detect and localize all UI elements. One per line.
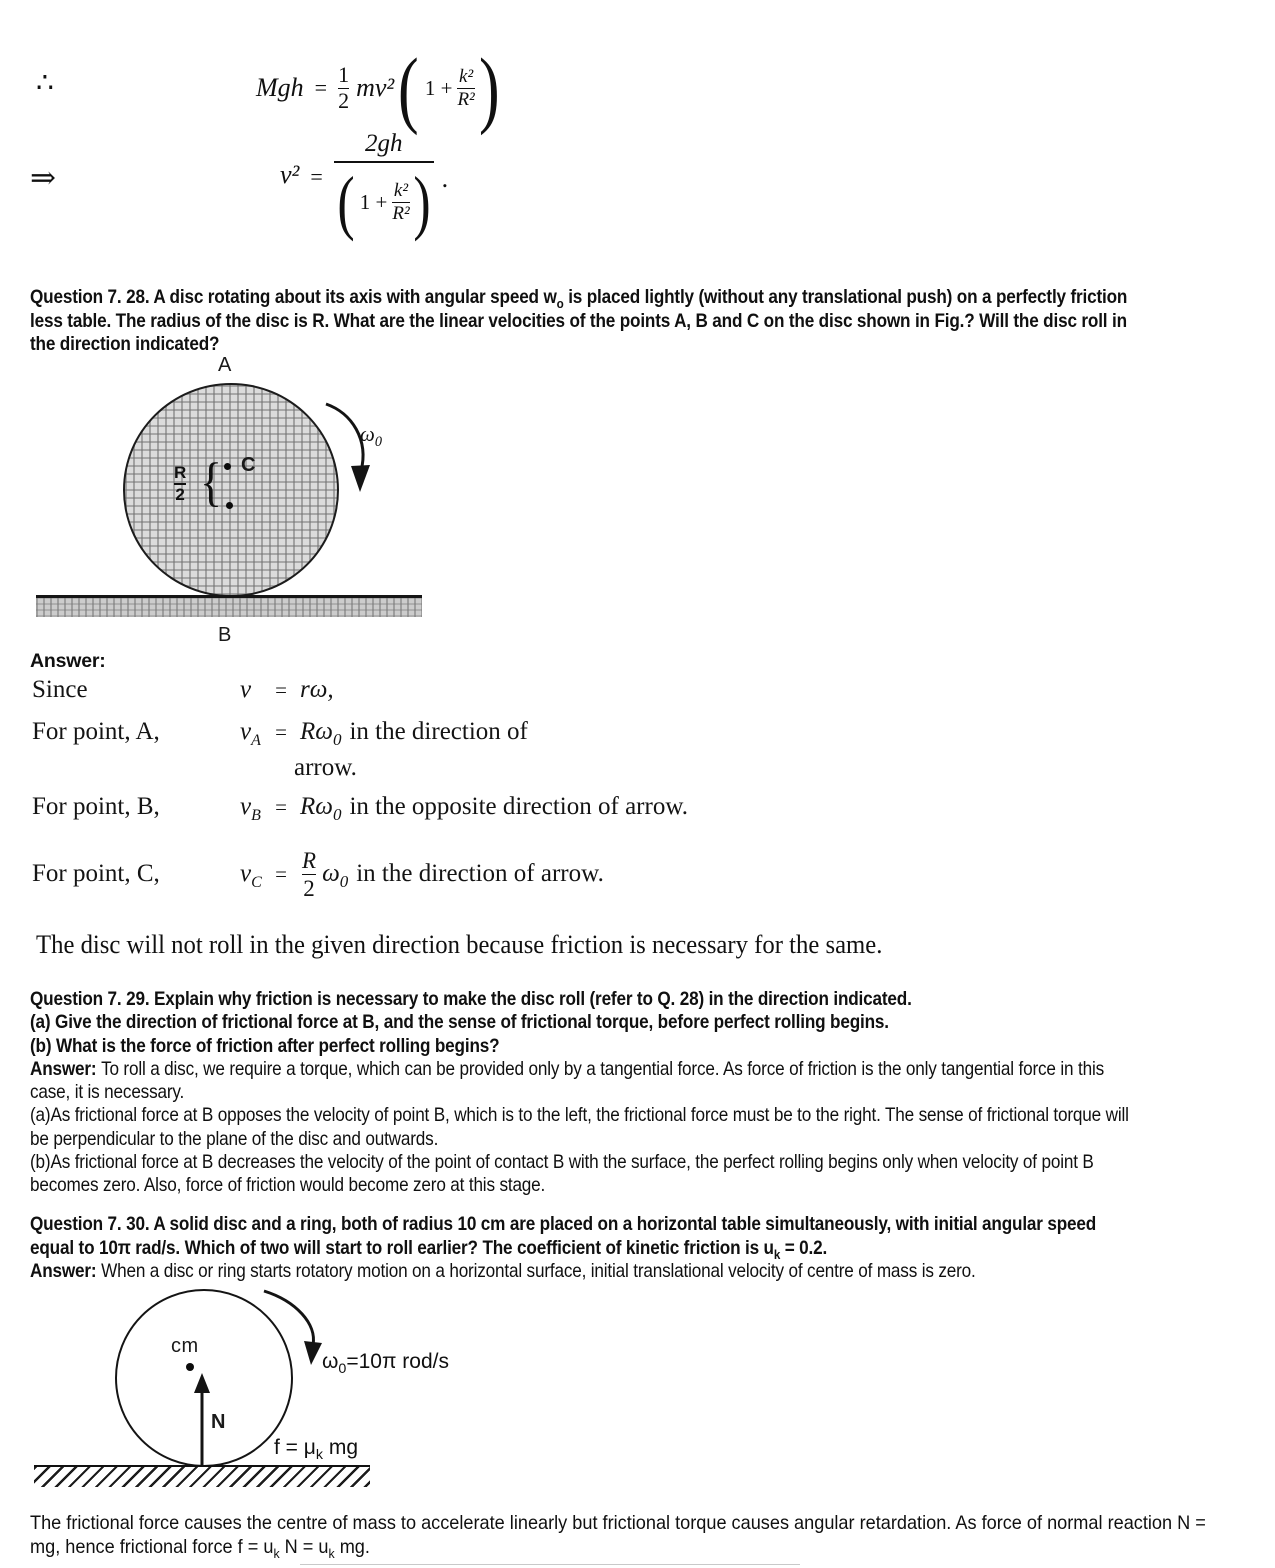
eq2-inner-one-plus: 1 + — [359, 189, 388, 214]
row-variable: $v_C$ — [240, 860, 262, 891]
answer-line: Answer: To roll a disc, we require a torque, which can be provided only by a tangential force. As force of friction is the only tangential force in this — [30, 1057, 1104, 1080]
answer-row-point-a-cont — [294, 754, 357, 782]
omega-value-label: $\omega_0=10\pi$ rod/s — [322, 1350, 449, 1378]
row-text-continued: arrow. — [294, 754, 357, 781]
question-line: Question 7. 28. A disc rotating about its axis with angular speed $w_o$ is placed lightly (without any translational push) on a perfectly friction — [30, 286, 1128, 311]
brace-icon: { — [199, 452, 222, 512]
point-c-label: C — [241, 454, 256, 476]
row-text: in the direction of — [349, 718, 528, 745]
row-variable: v — [240, 676, 252, 703]
answer-line: be perpendicular to the plane of the disc and outwards. — [30, 1127, 439, 1150]
answer-line: (b)As frictional force at B decreases the velocity of the point of contact B with the surface, the perfect rolling begins only when velocity of point B — [30, 1151, 1094, 1174]
answer-row-point-b — [32, 793, 688, 824]
row-math: $R\omega_0$ — [300, 793, 342, 824]
answer-7-28-rows — [32, 676, 1032, 926]
question-line: (b) What is the force of friction after perfect rolling begins? — [30, 1034, 500, 1057]
question-7-30 — [30, 1213, 1275, 1284]
eq1-equals: = — [314, 75, 328, 100]
page-crop-line — [300, 1564, 800, 1565]
question-line: equal to 10π rad/s. Which of two will start to roll earlier? The coefficient of kinetic friction is $u_k = 0.2$. — [30, 1236, 828, 1262]
radius-point-dot — [226, 502, 233, 509]
eq2-right-paren: ) — [413, 162, 431, 242]
row-label: For point, B, — [32, 793, 160, 820]
ground-7-30 — [34, 1465, 370, 1487]
normal-force-label: N — [211, 1411, 226, 1433]
row-label: For point, A, — [32, 718, 160, 745]
figure-7-28 — [30, 352, 460, 654]
row-label: Since — [32, 676, 88, 703]
question-line: Question 7. 29. Explain why friction is necessary to make the disc roll (refer to Q. 28) in the direction indicated. — [30, 988, 912, 1010]
eq2-left-paren: ( — [337, 162, 355, 242]
question-7-28 — [30, 286, 1275, 357]
omega0-label: $\omega_0$ — [360, 422, 382, 451]
footer-paragraph — [30, 1511, 1275, 1559]
row-math: $R\omega_0$ — [300, 718, 342, 749]
point-a-label: A — [218, 354, 232, 376]
equation-velocity — [280, 130, 448, 240]
point-b-label: B — [218, 624, 232, 646]
eq1-half-fraction: $\frac{1}{2}$ — [338, 61, 350, 113]
eq2-equals: = — [310, 164, 323, 189]
row-math: $\omega_0$ — [322, 860, 349, 891]
question-line: Question 7. 30. A solid disc and a ring, both of radius 10 cm are placed on a horizontal table simultaneously, with initial angular speed — [30, 1213, 1097, 1235]
eq2-big-fraction — [334, 130, 434, 240]
eq1-term: mv² — [356, 73, 395, 102]
answer-row-point-c — [32, 839, 604, 909]
conclusion-7-28: The disc will not roll in the given direction because friction is necessary for the same. — [36, 930, 883, 959]
answer-row-point-a — [32, 718, 528, 749]
disc-7-30 — [115, 1289, 293, 1467]
footer-line: The frictional force causes the centre of mass to accelerate linearly but frictional torque causes angular retardation. As force of normal reaction N = — [30, 1512, 1206, 1534]
cm-dot — [186, 1363, 194, 1371]
equation-energy — [256, 42, 503, 134]
answer-row-since — [32, 676, 334, 704]
answer-line: becomes zero. Also, force of friction would become zero at this stage. — [30, 1174, 546, 1197]
disc-7-28 — [123, 383, 339, 597]
eq2-numerator: 2gh — [364, 130, 403, 157]
row-equals: = — [275, 677, 287, 702]
answer-line: case, it is necessary. — [30, 1081, 185, 1104]
row-label: For point, C, — [32, 860, 160, 887]
question-line: (a) Give the direction of frictional force at B, and the sense of frictional torque, before perfect rolling begins. — [30, 1011, 889, 1034]
eq1-right-paren: ) — [478, 40, 500, 136]
answer-label-7-28: Answer: — [30, 650, 106, 672]
row-text: in the opposite direction of arrow. — [349, 793, 688, 820]
eq1-k2R2-fraction: $\frac{\text{k²}}{\text{R²}}$ — [457, 65, 475, 110]
row-text: in the direction of arrow. — [356, 860, 604, 887]
row-equals: = — [275, 794, 287, 819]
row-variable: $v_A$ — [240, 718, 261, 749]
question-line: the direction indicated? — [30, 333, 220, 356]
friction-force-label: $f = \mu_k$ mg — [274, 1436, 359, 1464]
eq1-left-paren: ( — [398, 40, 419, 136]
answer-line: Answer: When a disc or ring starts rotatory motion on a horizontal surface, initial translational velocity of centre of mass is zero. — [30, 1260, 976, 1283]
answer-line: (a)As frictional force at B opposes the velocity of point B, which is to the left, the frictional force must be to the right. The sense of frictional torque will — [30, 1104, 1129, 1127]
implies-symbol: ⇒ — [30, 160, 56, 195]
ground-7-28 — [36, 595, 422, 617]
question-7-29 — [30, 988, 1275, 1198]
row-fraction: R 2 — [302, 847, 317, 901]
figure-7-30 — [30, 1283, 500, 1498]
row-equals: = — [275, 861, 287, 886]
eq1-inner-one-plus: 1 + — [424, 75, 453, 100]
question-line: less table. The radius of the disc is R. What are the linear velocities of the points A, B and C on the disc shown in Fig.? Will the disc roll in — [30, 309, 1127, 332]
footer-line: mg, hence frictional force $f = u_k$ $N = u_k$ mg. — [30, 1536, 370, 1561]
eq1-lhs: Mgh — [256, 73, 304, 102]
eq2-period: . — [441, 164, 449, 193]
radius-half-fraction: R 2 — [174, 463, 187, 504]
row-equals: = — [275, 719, 287, 744]
cm-label: cm — [171, 1335, 199, 1357]
therefore-symbol: ∴ — [36, 68, 54, 99]
eq2-k2R2-fraction: $\frac{\text{k²}}{\text{R²}}$ — [392, 179, 410, 224]
row-math: rω, — [300, 676, 334, 703]
eq2-lhs: v² — [280, 160, 300, 189]
row-variable: $v_B$ — [240, 793, 261, 824]
point-c-dot — [224, 463, 231, 470]
